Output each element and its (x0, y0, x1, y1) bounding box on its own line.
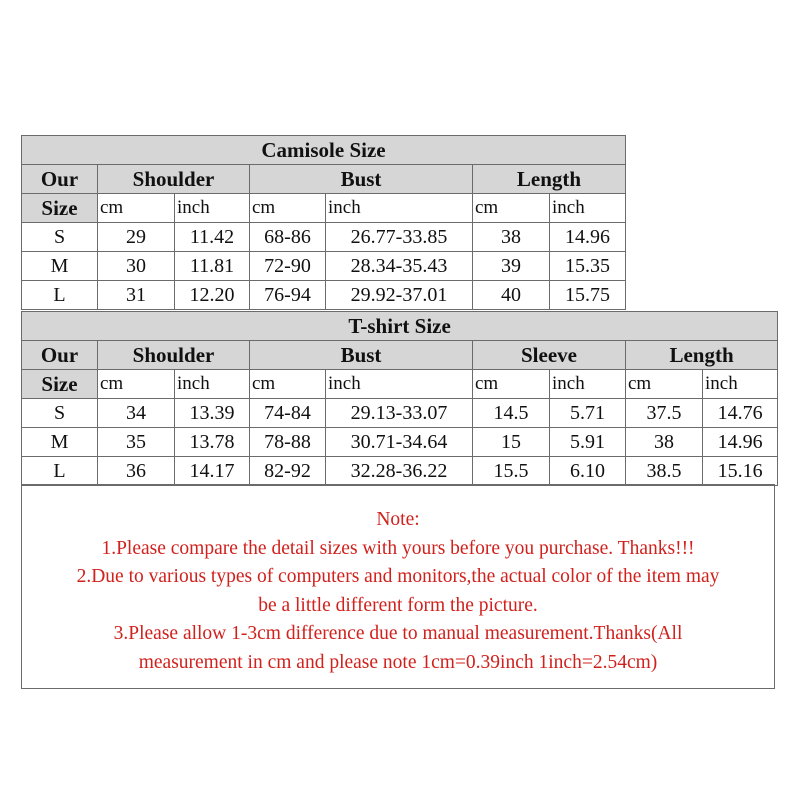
value-cell: 11.42 (175, 223, 250, 252)
value-cell: 35 (98, 428, 175, 457)
note-heading: Note: (376, 509, 420, 530)
value-cell: 76-94 (250, 281, 326, 310)
size-cell: S (22, 223, 98, 252)
value-cell: 37.5 (626, 399, 703, 428)
value-cell: 13.78 (175, 428, 250, 457)
table-row (22, 223, 626, 252)
bust-header: Bust (250, 341, 473, 370)
unit-cell: inch (703, 370, 778, 399)
table-row (22, 252, 626, 281)
value-cell: 72-90 (250, 252, 326, 281)
value-cell: 32.28-36.22 (326, 457, 473, 486)
size-cell: L (22, 281, 98, 310)
unit-cell: cm (98, 370, 175, 399)
unit-cell: cm (473, 370, 550, 399)
note-line: 3.Please allow 1-3cm difference due to manual measurement.Thanks(All (113, 623, 683, 644)
value-cell: 29.13-33.07 (326, 399, 473, 428)
value-cell: 15.35 (550, 252, 626, 281)
unit-cell: inch (326, 194, 473, 223)
value-cell: 26.77-33.85 (326, 223, 473, 252)
value-cell: 38 (473, 223, 550, 252)
value-cell: 15.16 (703, 457, 778, 486)
value-cell: 15 (473, 428, 550, 457)
unit-cell: inch (175, 194, 250, 223)
unit-cell: cm (473, 194, 550, 223)
size-label: Size (22, 194, 98, 223)
size-cell: M (22, 252, 98, 281)
table-row (22, 457, 778, 486)
value-cell: 14.5 (473, 399, 550, 428)
note-line: 1.Please compare the detail sizes with yours before you purchase. Thanks!!! (101, 537, 695, 559)
value-cell: 29 (98, 223, 175, 252)
note-box (21, 484, 775, 689)
tshirt-title: T-shirt Size (22, 312, 778, 341)
unit-cell: cm (98, 194, 175, 223)
value-cell: 36 (98, 457, 175, 486)
note-line: measurement in cm and please note 1cm=0.39inch 1inch=2.54cm) (138, 651, 658, 673)
value-cell: 14.76 (703, 399, 778, 428)
size-cell: S (22, 399, 98, 428)
value-cell: 82-92 (250, 457, 326, 486)
unit-cell: inch (550, 194, 626, 223)
value-cell: 31 (98, 281, 175, 310)
value-cell: 15.5 (473, 457, 550, 486)
value-cell: 74-84 (250, 399, 326, 428)
unit-cell: cm (626, 370, 703, 399)
value-cell: 38.5 (626, 457, 703, 486)
value-cell: 11.81 (175, 252, 250, 281)
shoulder-header: Shoulder (98, 341, 250, 370)
table-row (22, 281, 626, 310)
tshirt-size-table (21, 311, 778, 486)
unit-cell: inch (326, 370, 473, 399)
table-row (22, 399, 778, 428)
value-cell: 30.71-34.64 (326, 428, 473, 457)
camisole-unit-row (22, 194, 626, 223)
size-cell: M (22, 428, 98, 457)
value-cell: 14.96 (550, 223, 626, 252)
size-label: Size (22, 370, 98, 399)
note-line: be a little different form the picture. (258, 594, 538, 616)
value-cell: 6.10 (550, 457, 626, 486)
our-label: Our (22, 341, 98, 370)
camisole-size-table (21, 135, 626, 310)
note-line: 2.Due to various types of computers and monitors,the actual color of the item may (76, 566, 720, 587)
value-cell: 34 (98, 399, 175, 428)
tshirt-unit-row (22, 370, 778, 399)
unit-cell: inch (175, 370, 250, 399)
table-row (22, 428, 778, 457)
value-cell: 12.20 (175, 281, 250, 310)
bust-header: Bust (250, 165, 473, 194)
sleeve-header: Sleeve (473, 341, 626, 370)
camisole-header-row (22, 165, 626, 194)
value-cell: 28.34-35.43 (326, 252, 473, 281)
value-cell: 40 (473, 281, 550, 310)
camisole-title: Camisole Size (22, 136, 626, 165)
tshirt-header-row (22, 341, 778, 370)
size-cell: L (22, 457, 98, 486)
our-label: Our (22, 165, 98, 194)
length-header: Length (473, 165, 626, 194)
value-cell: 68-86 (250, 223, 326, 252)
unit-cell: inch (550, 370, 626, 399)
value-cell: 5.71 (550, 399, 626, 428)
value-cell: 14.17 (175, 457, 250, 486)
value-cell: 13.39 (175, 399, 250, 428)
value-cell: 39 (473, 252, 550, 281)
value-cell: 38 (626, 428, 703, 457)
shoulder-header: Shoulder (98, 165, 250, 194)
value-cell: 5.91 (550, 428, 626, 457)
value-cell: 14.96 (703, 428, 778, 457)
unit-cell: cm (250, 194, 326, 223)
value-cell: 78-88 (250, 428, 326, 457)
length-header: Length (626, 341, 778, 370)
camisole-title-row (22, 136, 626, 165)
value-cell: 29.92-37.01 (326, 281, 473, 310)
tshirt-title-row (22, 312, 778, 341)
value-cell: 30 (98, 252, 175, 281)
value-cell: 15.75 (550, 281, 626, 310)
unit-cell: cm (250, 370, 326, 399)
